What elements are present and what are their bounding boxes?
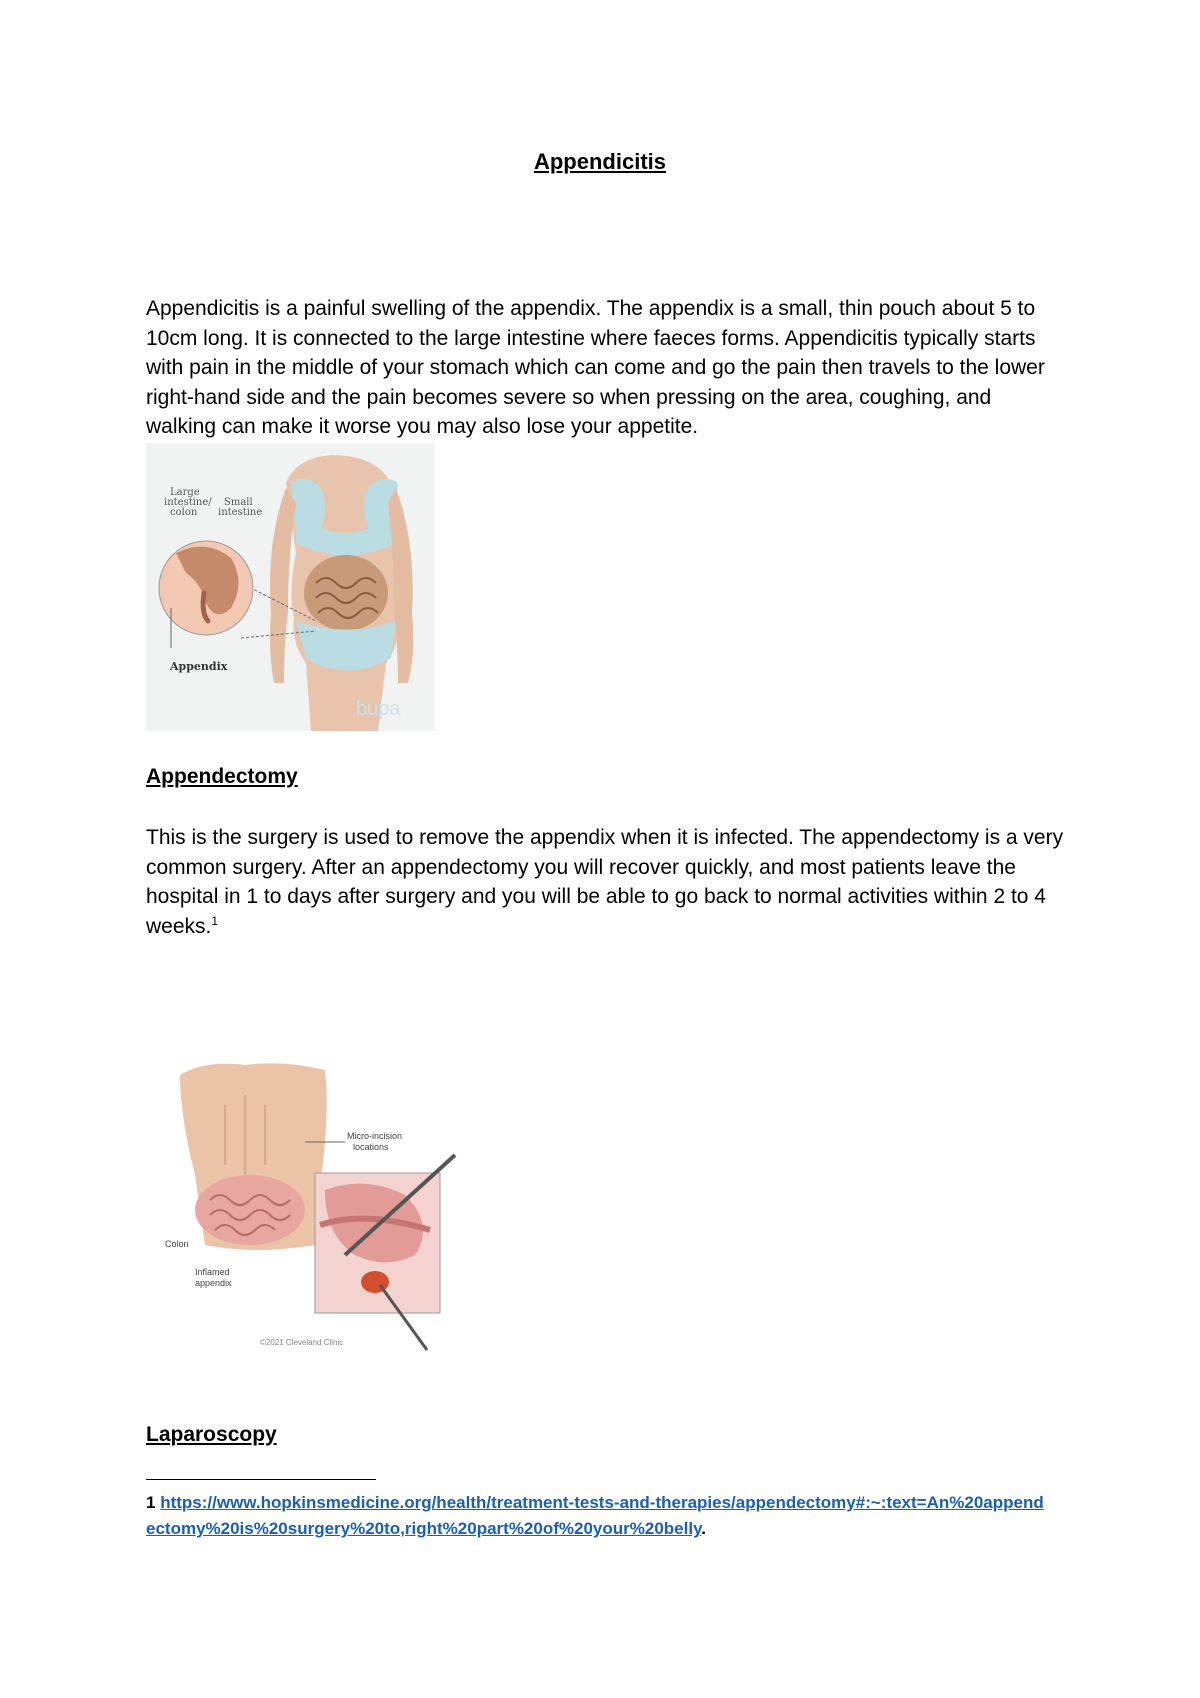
label-small-intestine-1: Small: [224, 497, 253, 508]
label-large-intestine-2: intestine/: [164, 497, 212, 508]
footnote-link[interactable]: https://www.hopkinsmedicine.org/health/treatment-tests-and-therapies/appendectomy#:~:text=An%20appendectomy%20is%20surgery%20to,right%20part%20of%20your%20belly: [146, 1493, 1044, 1538]
label-colon: Colon: [165, 1239, 189, 1249]
label-inflamed-2: appendix: [195, 1278, 232, 1288]
intro-paragraph: Appendicitis is a painful swelling of the appendix. The appendix is a small, thin pouch about 5 to 10cm long. It is connected to the large intestine where faeces forms. Appendicitis typically starts with pain in the middle of your stomach which can come and go the pain then travels to the lower right-hand side and the pain becomes severe so when pressing on the area, coughing, and walking can make it worse you may also lose your appetite.: [146, 297, 1045, 438]
label-micro-incision-1: Micro-incision: [347, 1131, 403, 1141]
label-large-intestine-1: Large: [170, 487, 200, 498]
appendectomy-text: This is the surgery is used to remove the appendix when it is infected. The appendectomy is a very common surgery. After an appendectomy you will recover quickly, and most patients leave the hospital in 1 to days after surgery and you will be able to go back to normal activities within 2 to 4 weeks.: [146, 826, 1064, 938]
appendectomy-figure: [165, 1055, 475, 1373]
appendectomy-paragraph: [146, 823, 1066, 941]
appendix-anatomy-figure: [146, 443, 435, 731]
figure-watermark: bupa: [356, 698, 401, 720]
section-heading-appendectomy: Appendectomy: [146, 765, 298, 788]
label-appendix: Appendix: [170, 660, 228, 673]
footnote-number: 1: [146, 1493, 156, 1512]
label-large-intestine-3: colon: [170, 507, 198, 518]
label-small-intestine-2: intestine: [218, 507, 263, 518]
footnote-ref[interactable]: 1: [211, 913, 219, 928]
footnote-trailing: .: [701, 1519, 706, 1538]
section-heading-laparoscopy: Laparoscopy: [146, 1423, 277, 1446]
footnote: [146, 1490, 1046, 1542]
label-inflamed-1: Inflamed: [195, 1267, 230, 1277]
footnote-separator: [146, 1479, 376, 1480]
figure-credit: ©2021 Cleveland Clinic: [260, 1338, 344, 1347]
page-title: Appendicitis: [533, 149, 666, 174]
label-micro-incision-2: locations: [353, 1142, 389, 1152]
